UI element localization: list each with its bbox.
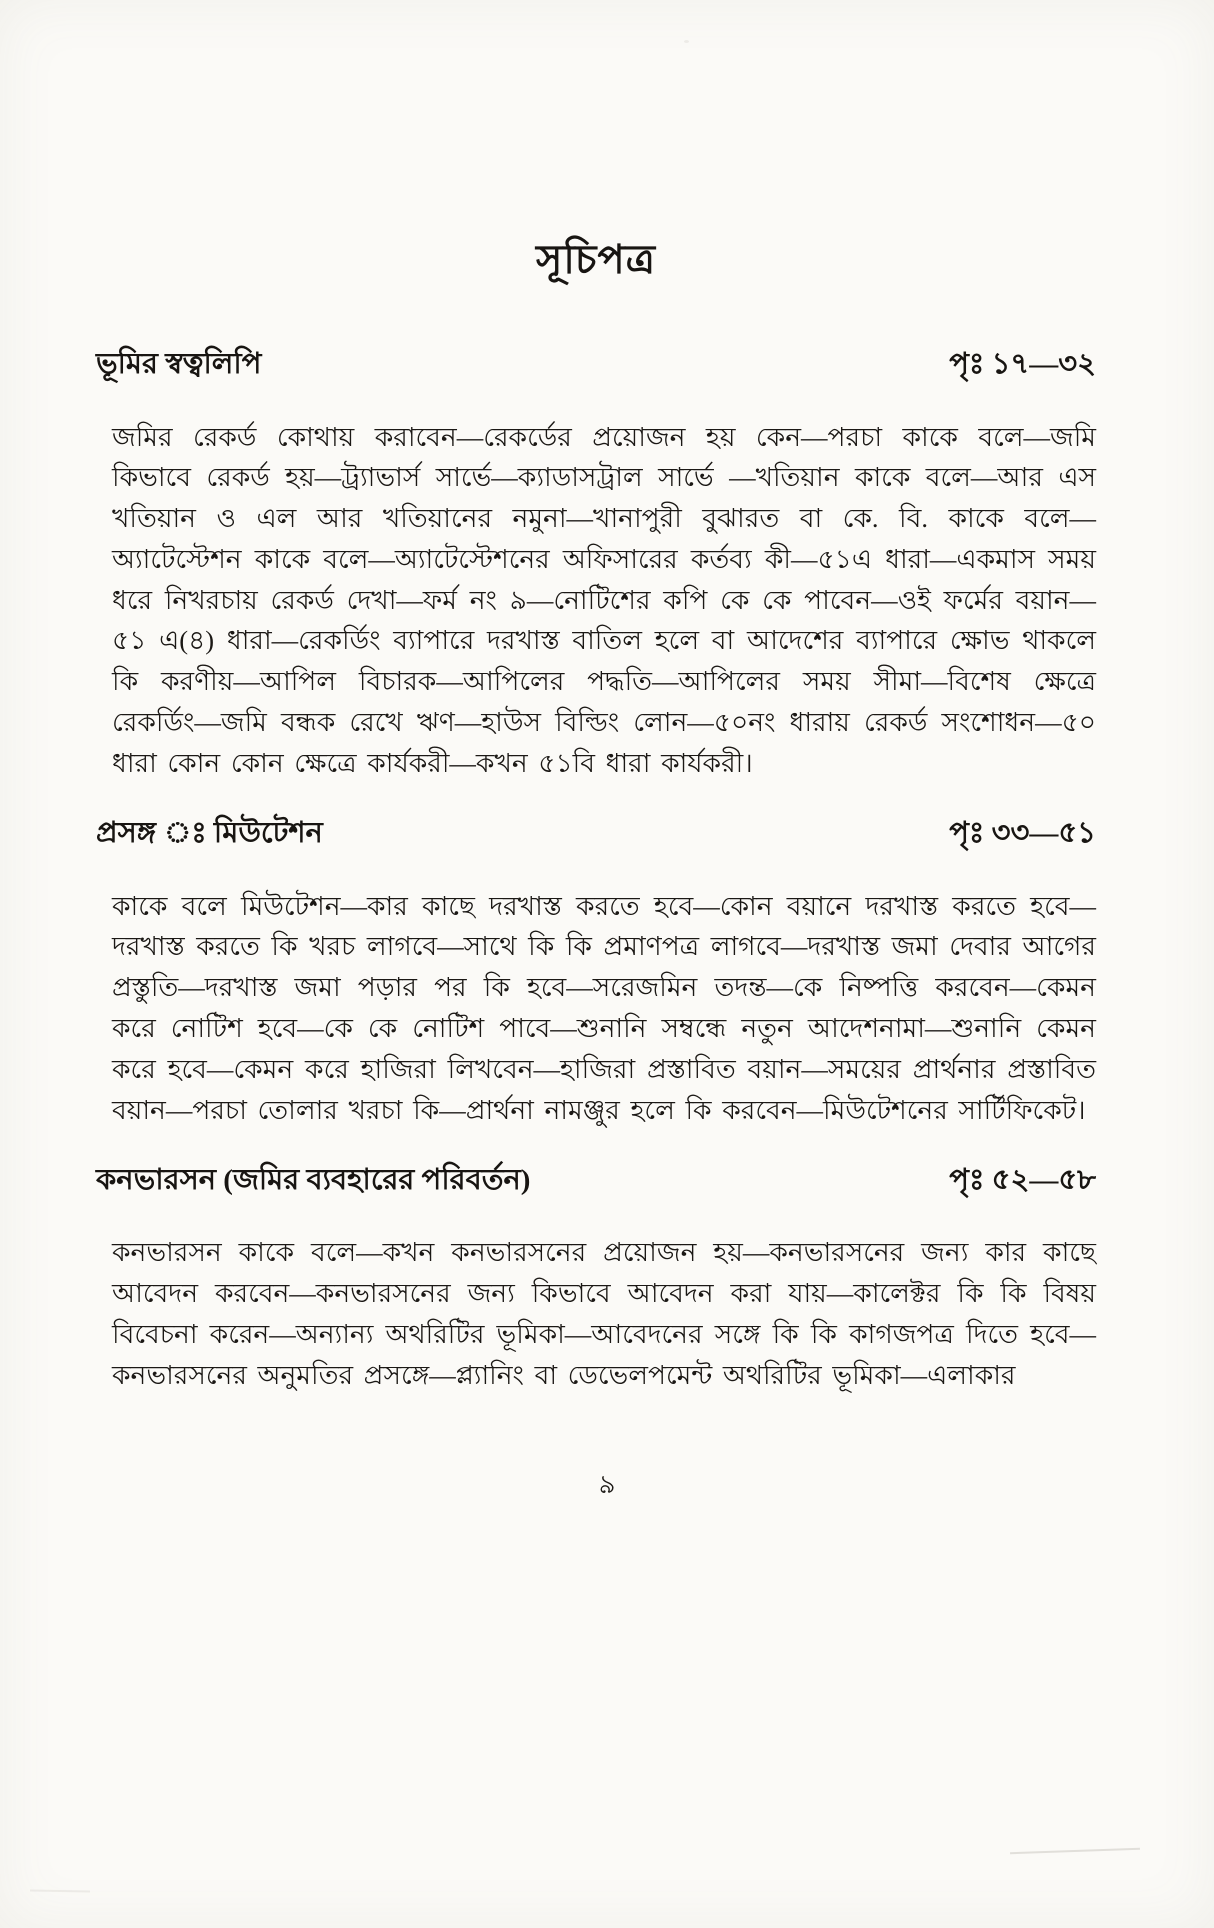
page-number: ৯ [598,1470,616,1499]
section-page-range: পৃঃ ১৭—৩২ [949,348,1096,380]
page-title: সূচিপত্র [536,237,656,282]
section-body-text: কনভারসন কাকে বলে—কখন কনভারসনের প্রয়োজন হয়—কনভারসনের জন্য কার কাছে আবেদন করবেন—কনভারসনের জন্য কিভাবে আবেদন করা যায়—কালেক্টর কি কি বিষয় বিবেচনা করেন—অন্যান্য অথরিটির ভূমিকা—আবেদনের সঙ্গে কি কি কাগজপত্র দিতে হবে—কনভারসনের অনুমতির প্রসঙ্গে—প্ল্যানিং বা ডেভেলপমেন্ট অথরিটির ভূমিকা—এলাকার [112,1237,1096,1390]
scan-artifact [30,1889,90,1892]
toc-section-conversion [96,1157,1096,1396]
toc-section-mutation [96,810,1096,1130]
section-heading-row [96,810,1096,859]
scan-artifact [684,40,689,43]
section-heading-row [96,341,1096,390]
section-page-range: পৃঃ ৫২—৫৮ [949,1163,1096,1196]
section-body-text: কাকে বলে মিউটেশন—কার কাছে দরখাস্ত করতে হবে—কোন বয়ানে দরখাস্ত করতে হবে—দরখাস্ত করতে কি খরচ লাগবে—সাথে কি কি প্রমাণপত্র লাগবে—দরখাস্ত জমা দেবার আগের প্রস্তুতি—দরখাস্ত জমা পড়ার পর কি হবে—সরেজমিন তদন্ত—কে নিষ্পত্তি করবেন—কেমন করে নোটিশ হবে—কে কে নোটিশ পাবে—শুনানি সম্বন্ধে নতুন আদেশনামা—শুনানি কেমন করে হবে—কেমন করে হাজিরা লিখবেন—হাজিরা প্রস্তাবিত বয়ান—সময়ের প্রার্থনার প্রস্তাবিত বয়ান—পরচা তোলার খরচা কি—প্রার্থনা নামঞ্জুর হলে কি করবেন—মিউটেশনের সার্টিফিকেট। [112,890,1096,1125]
section-heading: ভূমির স্বত্বলিপি [96,348,262,380]
section-heading: কনভারসন (জমির ব্যবহারের পরিবর্তন) [96,1163,531,1196]
scan-artifact [1010,1848,1140,1855]
section-page-range: পৃঃ ৩৩—৫১ [949,817,1096,850]
section-heading-row [96,1157,1096,1206]
section-body-text: জমির রেকর্ড কোথায় করাবেন—রেকর্ডের প্রয়োজন হয় কেন—পরচা কাকে বলে—জমি কিভাবে রেকর্ড হয়—ট্র্যাভার্স সার্ভে—ক্যাডাসট্রাল সার্ভে —খতিয়ান কাকে বলে—আর এস খতিয়ান ও এল আর খতিয়ানের নমুনা—খানাপুরী বুঝারত বা কে. বি. কাকে বলে—অ্যাটেস্টেশন কাকে বলে—অ্যাটেস্টেশনের অফিসারের কর্তব্য কী—৫১এ ধারা—একমাস সময় ধরে নিখরচায় রেকর্ড দেখা—ফর্ম নং ৯—নোটিশের কপি কে কে পাবেন—ওই ফর্মের বয়ান—৫১ এ(৪) ধারা—রেকর্ডিং ব্যাপারে দরখাস্ত বাতিল হলে বা আদেশের ব্যাপারে ক্ষোভ থাকলে কি করণীয়—আপিল বিচারক—আপিলের পদ্ধতি—আপিলের সময় সীমা—বিশেষ ক্ষেত্রে রেকর্ডিং—জমি বন্ধক রেখে ঋণ—হাউস বিল্ডিং লোন—৫০নং ধারায় রেকর্ড সংশোধন—৫০ ধারা কোন কোন ক্ষেত্রে কার্যকরী—কখন ৫১বি ধারা কার্যকরী। [112,421,1096,778]
toc-section-land-record [96,341,1096,784]
section-heading: প্রসঙ্গ ঃ মিউটেশন [96,817,323,850]
